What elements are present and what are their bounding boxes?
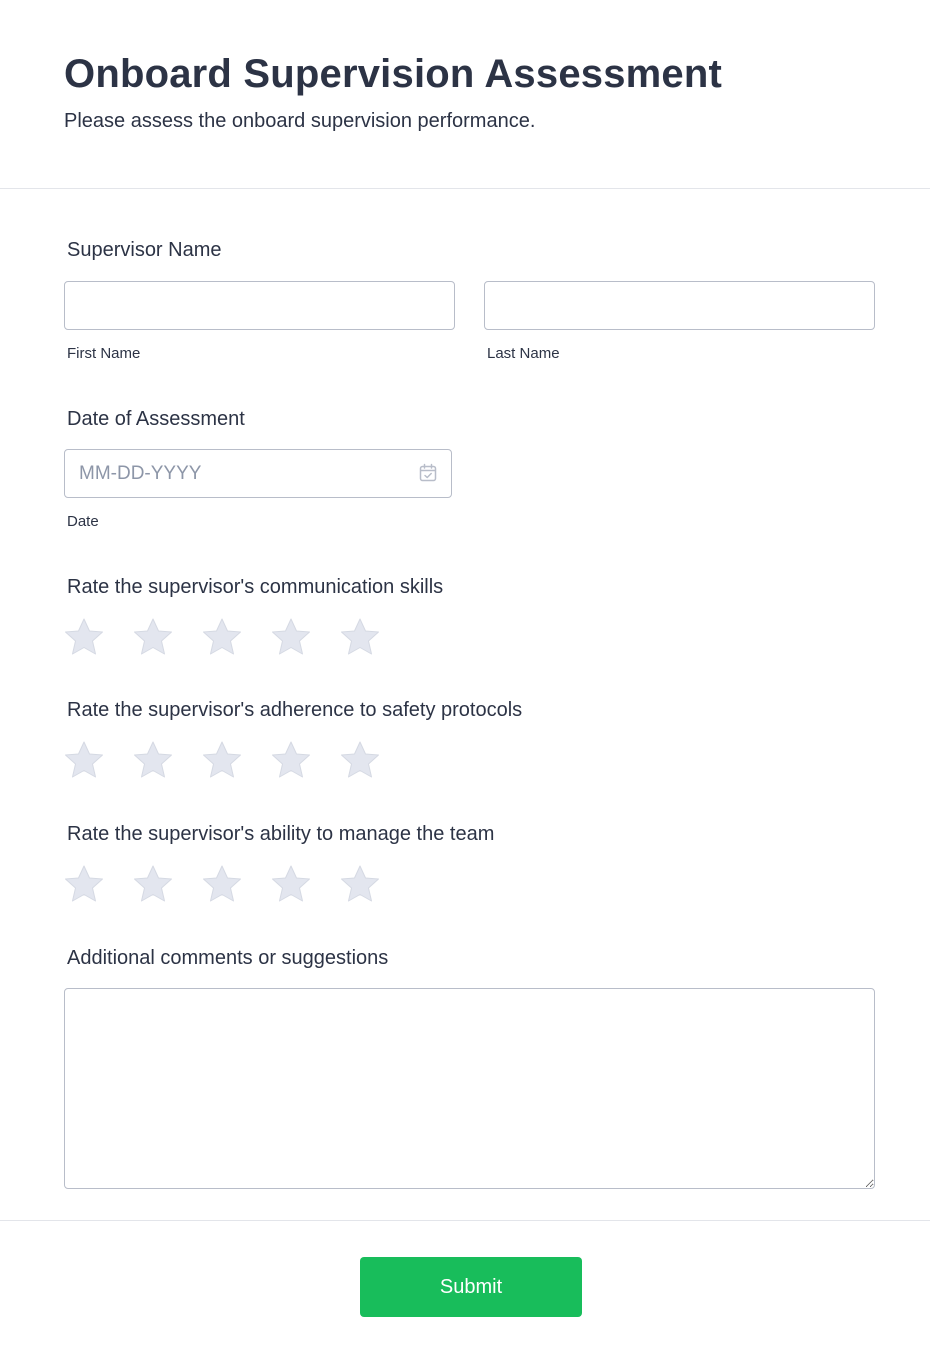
star-icon[interactable] bbox=[63, 739, 105, 781]
first-name-input[interactable] bbox=[64, 281, 455, 330]
form-subtitle: Please assess the onboard supervision performance. bbox=[64, 110, 536, 132]
star-icon[interactable] bbox=[132, 863, 174, 905]
star-icon[interactable] bbox=[132, 616, 174, 658]
last-name-input[interactable] bbox=[484, 281, 875, 330]
star-icon[interactable] bbox=[63, 863, 105, 905]
date-input[interactable] bbox=[64, 449, 452, 498]
date-field bbox=[64, 449, 452, 498]
star-icon[interactable] bbox=[339, 739, 381, 781]
star-icon[interactable] bbox=[132, 739, 174, 781]
date-sublabel: Date bbox=[67, 513, 99, 530]
star-icon[interactable] bbox=[201, 616, 243, 658]
calendar-icon[interactable] bbox=[418, 463, 438, 483]
form-title: Onboard Supervision Assessment bbox=[64, 52, 723, 96]
star-icon[interactable] bbox=[270, 863, 312, 905]
star-icon[interactable] bbox=[339, 863, 381, 905]
last-name-sublabel: Last Name bbox=[487, 345, 560, 362]
footer-divider bbox=[0, 1220, 930, 1221]
rating-safety-label: Rate the supervisor's adherence to safety protocols bbox=[67, 699, 523, 721]
comments-label: Additional comments or suggestions bbox=[67, 947, 389, 969]
submit-button[interactable]: Submit bbox=[360, 1257, 582, 1317]
star-icon[interactable] bbox=[63, 616, 105, 658]
date-of-assessment-label: Date of Assessment bbox=[67, 408, 245, 430]
star-icon[interactable] bbox=[201, 739, 243, 781]
rating-team-management-label: Rate the supervisor's ability to manage the team bbox=[67, 823, 495, 845]
star-icon[interactable] bbox=[339, 616, 381, 658]
rating-communication-label: Rate the supervisor's communication skills bbox=[67, 576, 444, 598]
supervisor-name-label: Supervisor Name bbox=[67, 239, 222, 261]
comments-textarea[interactable] bbox=[64, 988, 875, 1189]
form-header bbox=[0, 0, 930, 189]
star-icon[interactable] bbox=[270, 616, 312, 658]
first-name-sublabel: First Name bbox=[67, 345, 141, 362]
star-icon[interactable] bbox=[201, 863, 243, 905]
star-icon[interactable] bbox=[270, 739, 312, 781]
